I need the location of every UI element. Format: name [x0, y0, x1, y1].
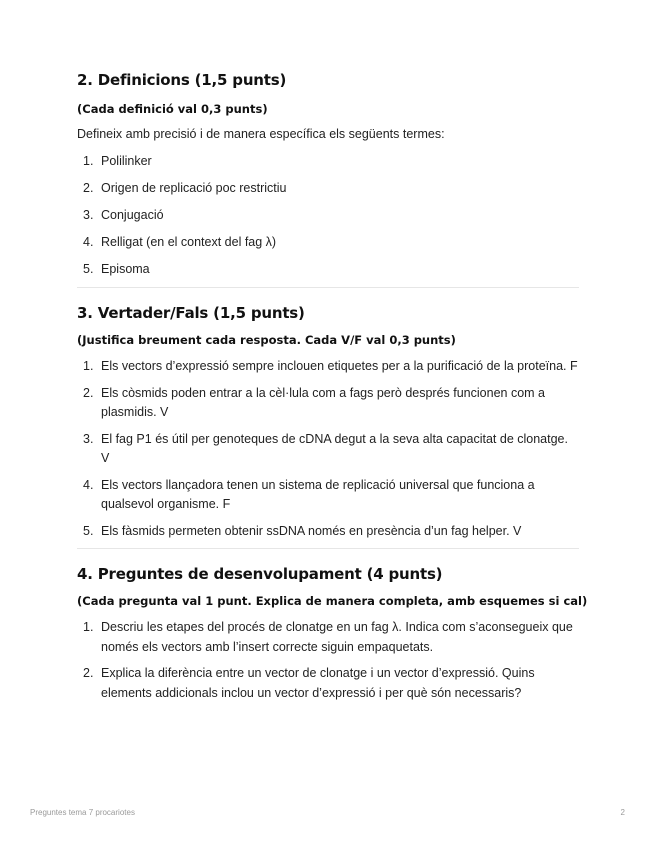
footer-doc-title: Preguntes tema 7 procariotes — [30, 808, 135, 817]
list-item: 2. Explica la diferència entre un vector de clonatge i un vector d’expressió. Quins elements addicionals inclou un vector d’expressió i per què són necessaris? — [83, 666, 535, 700]
section-vertader-fals — [77, 303, 579, 541]
list-item: 5. Episoma — [83, 262, 150, 276]
section-divider — [77, 287, 579, 288]
development-questions-list — [77, 618, 579, 703]
definitions-list — [77, 152, 579, 280]
list-item: 2. Origen de replicació poc restrictiu — [83, 181, 287, 195]
list-item: 1. Descriu les etapes del procés de clonatge en un fag λ. Indica com s’aconsegueix que només els vectors amb l’insert correcte siguin empaquetats. — [83, 620, 573, 654]
section-title: 3. Vertader/Fals (1,5 punts) — [77, 304, 305, 322]
list-item: 3. Conjugació — [83, 208, 164, 222]
section-desenvolupament — [77, 564, 588, 703]
list-item: 1. Polilinker — [83, 154, 152, 168]
true-false-list — [77, 357, 579, 541]
section-divider — [77, 548, 579, 549]
list-item: 1. Els vectors d’expressió sempre inclouen etiquetes per a la purificació de la proteïna. F — [83, 359, 578, 373]
footer-page-number: 2 — [620, 808, 625, 817]
list-item: 3. El fag P1 és útil per genoteques de cDNA degut a la seva alta capacitat de clonatge. V — [83, 431, 568, 465]
section-intro: Defineix amb precisió i de manera específica els següents termes: — [77, 127, 445, 141]
list-item: 5. Els fàsmids permeten obtenir ssDNA només en presència d’un fag helper. V — [83, 523, 522, 538]
list-item: 4. Relligat (en el context del fag λ) — [83, 235, 277, 249]
list-item: 2. Els còsmids poden entrar a la cèl·lula com a fags però després funcionen com a plasmidis. V — [83, 385, 545, 419]
section-subtitle: (Cada pregunta val 1 punt. Explica de manera completa, amb esquemes si cal) — [77, 594, 588, 608]
section-title: 2. Definicions (1,5 punts) — [77, 71, 287, 89]
section-subtitle: (Cada definició val 0,3 punts) — [77, 102, 268, 116]
document-page — [77, 70, 588, 710]
section-title: 4. Preguntes de desenvolupament (4 punts) — [77, 565, 443, 583]
section-definicions — [77, 70, 579, 280]
section-subtitle: (Justifica breument cada resposta. Cada V/F val 0,3 punts) — [77, 333, 456, 347]
list-item: 4. Els vectors llançadora tenen un sistema de replicació universal que funciona a qualsevol organisme. F — [83, 477, 535, 511]
